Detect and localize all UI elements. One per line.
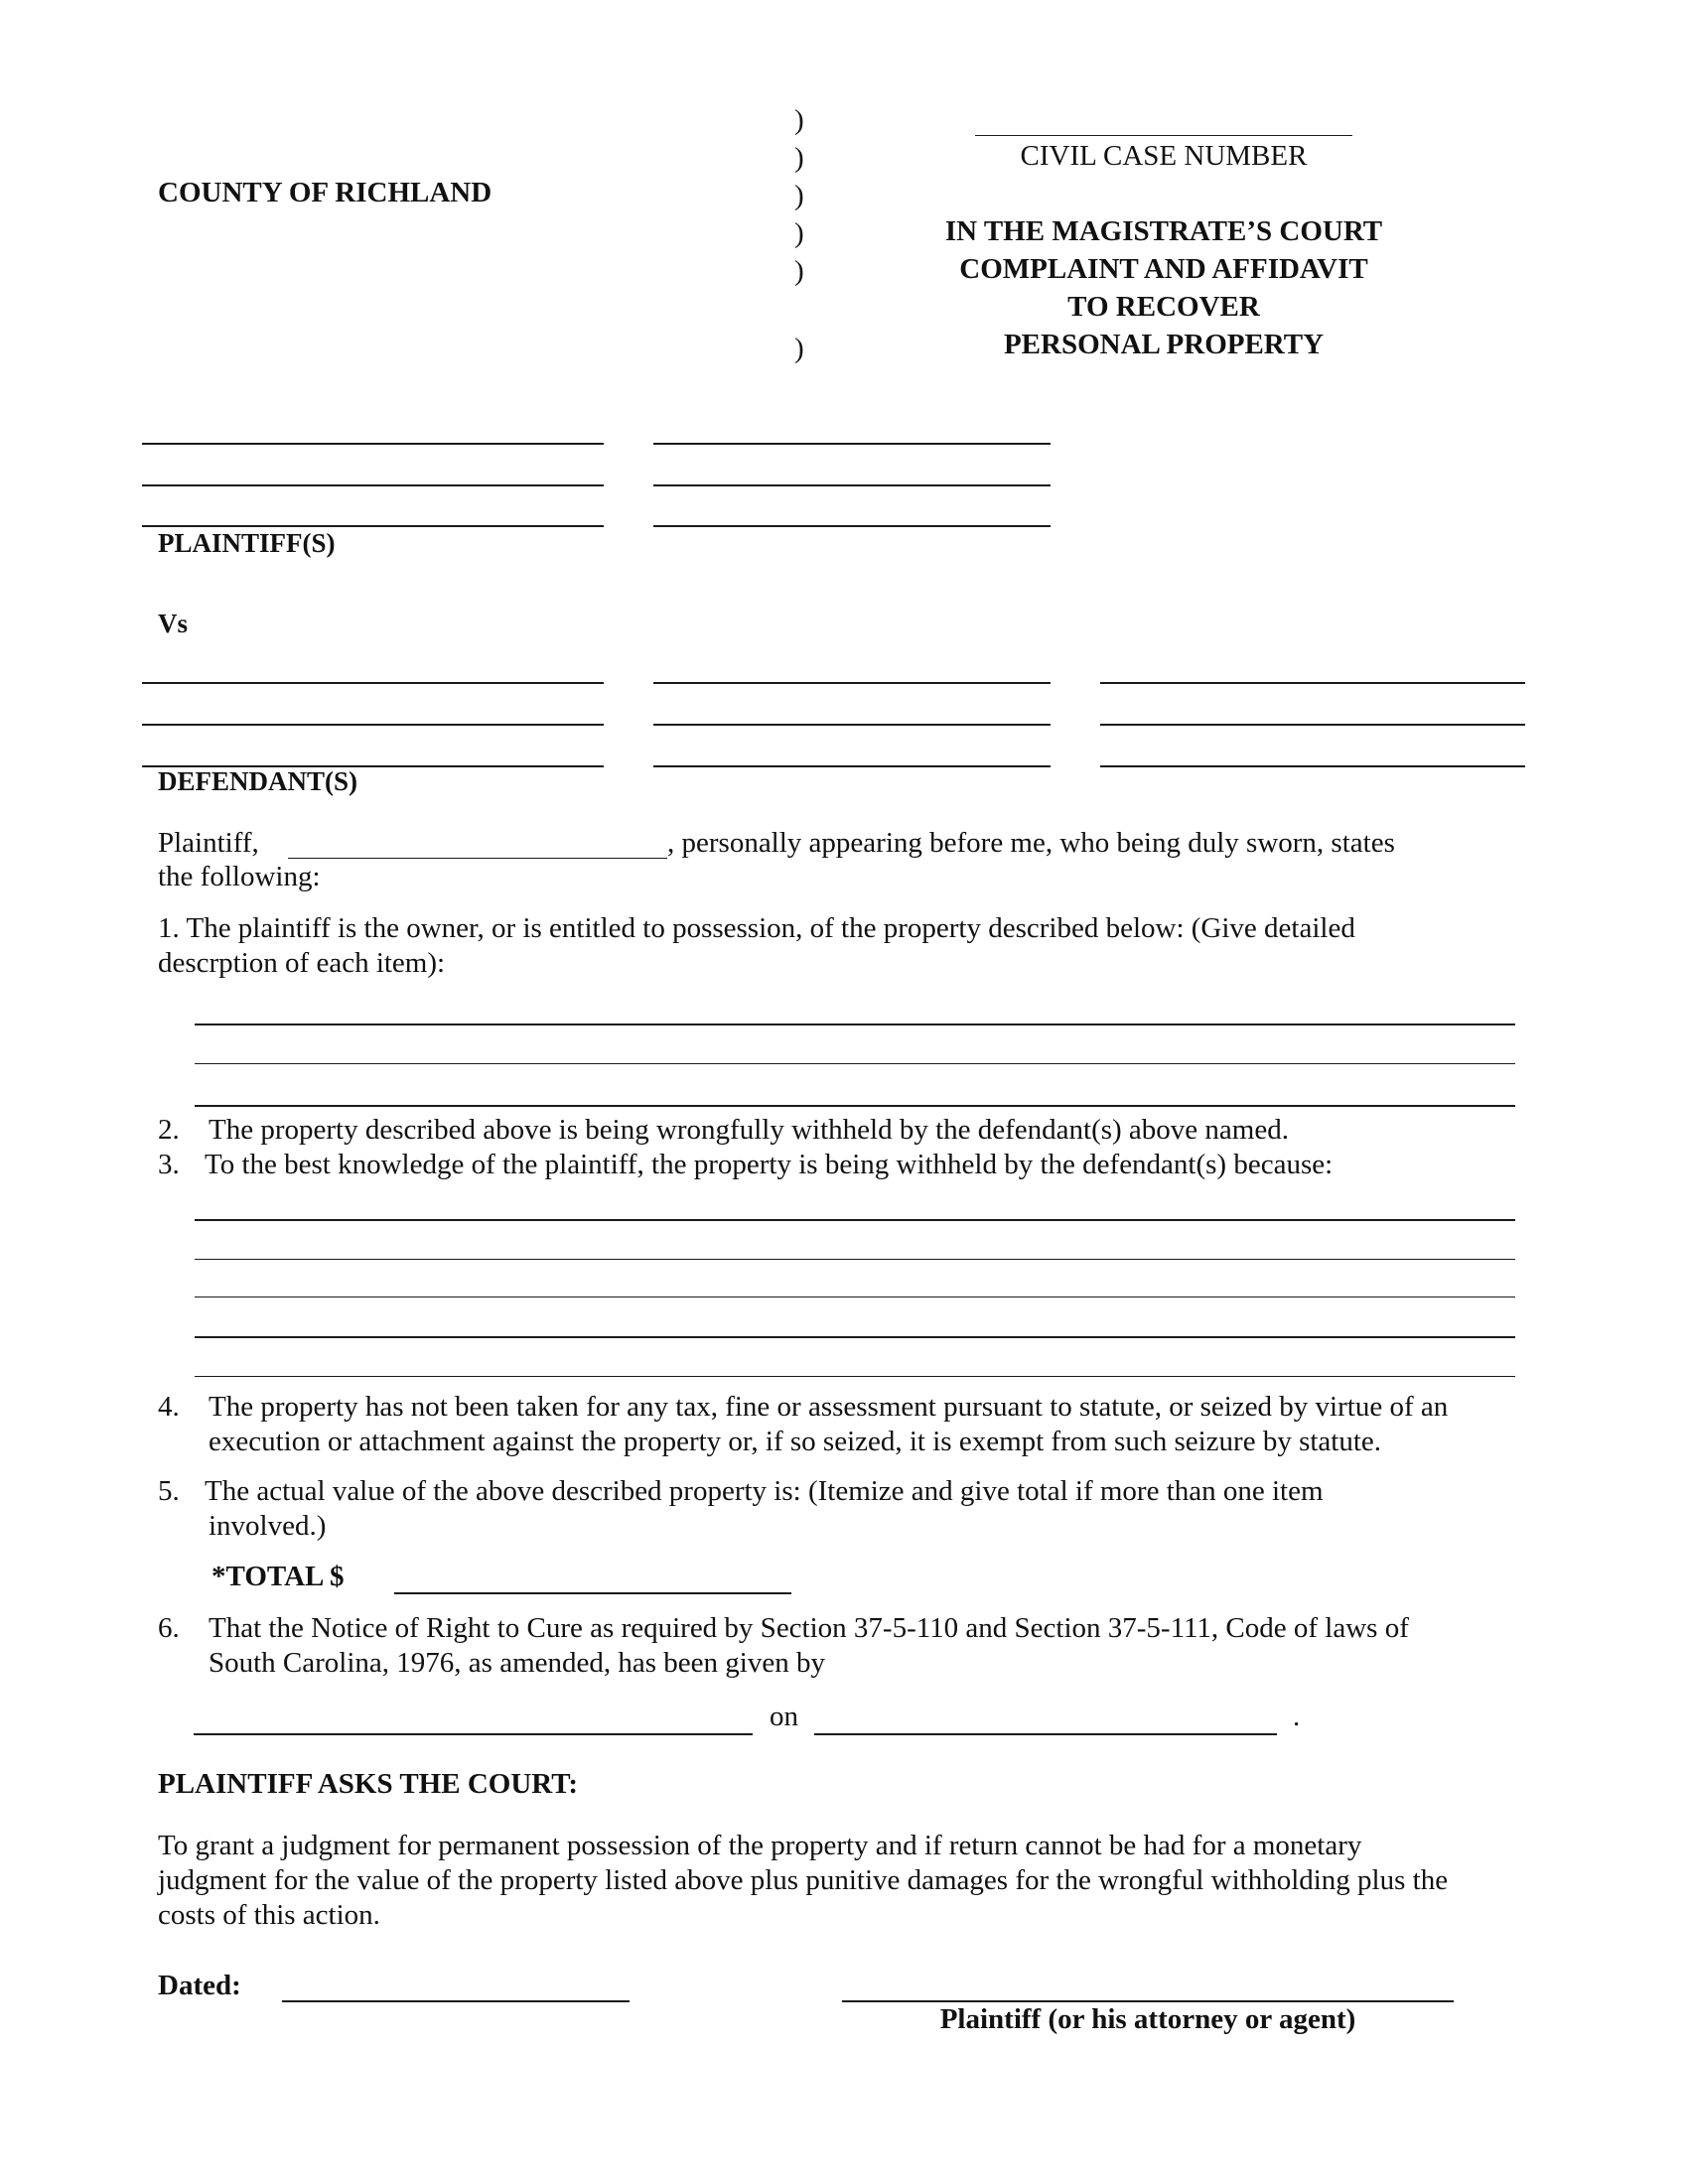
period: . — [1293, 1701, 1301, 1732]
form-title-line1: COMPLAINT AND AFFIDAVIT — [959, 253, 1368, 285]
paren: ) — [794, 217, 804, 249]
defendant-address-field[interactable] — [653, 724, 1051, 726]
total-label: *TOTAL $ — [211, 1561, 345, 1592]
plaintiff-address-field[interactable] — [653, 484, 1051, 486]
defendant-extra-field[interactable] — [1100, 682, 1525, 684]
dated-label: Dated: — [158, 1970, 241, 2001]
on-label: on — [770, 1701, 798, 1732]
intro-prefix: Plaintiff, — [158, 827, 259, 859]
item3-number: 3. — [158, 1149, 180, 1180]
item6-text: South Carolina, 1976, as amended, has been given by — [209, 1647, 825, 1679]
request-text: To grant a judgment for permanent possession of the property and if return cannot be had for a monetary — [158, 1830, 1362, 1861]
request-heading: PLAINTIFF ASKS THE COURT: — [158, 1768, 579, 1800]
plaintiff-name-field[interactable] — [142, 443, 604, 445]
item1-text: 1. The plaintiff is the owner, or is entitled to possession, of the property described below: (Give detailed — [158, 912, 1355, 944]
case-number-field[interactable] — [975, 135, 1352, 136]
paren: ) — [794, 142, 804, 174]
case-number-label: CIVIL CASE NUMBER — [1020, 140, 1308, 172]
request-text: judgment for the value of the property listed above plus punitive damages for the wrongful withholding plus the — [158, 1864, 1449, 1896]
item5-number: 5. — [158, 1475, 180, 1507]
signature-label: Plaintiff (or his attorney or agent) — [939, 2003, 1356, 2035]
paren: ) — [794, 333, 804, 364]
total-amount-field[interactable] — [394, 1592, 791, 1594]
versus-label: Vs — [158, 609, 189, 638]
item4-number: 4. — [158, 1391, 180, 1423]
intro-suffix: , personally appearing before me, who being duly sworn, states — [667, 827, 1395, 859]
request-text: costs of this action. — [158, 1899, 380, 1931]
property-description-field[interactable] — [195, 1063, 1515, 1064]
property-description-field[interactable] — [195, 1024, 1515, 1025]
county-name: COUNTY OF RICHLAND — [158, 177, 492, 208]
item4-text: The property has not been taken for any tax, fine or assessment pursuant to statute, or seized by virtue of an — [209, 1391, 1449, 1423]
property-description-field[interactable] — [195, 1105, 1515, 1107]
court-name: IN THE MAGISTRATE’S COURT — [944, 215, 1383, 247]
notice-date-field[interactable] — [814, 1733, 1277, 1735]
item2-text: The property described above is being wrongfully withheld by the defendant(s) above named. — [209, 1114, 1289, 1146]
withholding-reason-field[interactable] — [195, 1376, 1515, 1377]
paren: ) — [794, 180, 804, 211]
withholding-reason-field[interactable] — [195, 1336, 1515, 1338]
defendant-extra-field[interactable] — [1100, 724, 1525, 726]
withholding-reason-field[interactable] — [195, 1259, 1515, 1260]
form-title-line3: PERSONAL PROPERTY — [1003, 329, 1325, 360]
defendant-address-field[interactable] — [653, 765, 1051, 767]
notice-given-by-field[interactable] — [194, 1733, 753, 1735]
item6-text: That the Notice of Right to Cure as required by Section 37-5-110 and Section 37-5-111, Code of laws of — [209, 1612, 1409, 1644]
plaintiff-address-field[interactable] — [653, 525, 1051, 527]
item3-text: To the best knowledge of the plaintiff, the property is being withheld by the defendant(s) because: — [205, 1149, 1334, 1180]
item1-text: descrption of each item): — [158, 947, 446, 979]
paren: ) — [794, 104, 804, 136]
item5-text: The actual value of the above described property is: (Itemize and give total if more than one item — [205, 1475, 1324, 1507]
form-title-line2: TO RECOVER — [1067, 291, 1260, 323]
item5-text: involved.) — [209, 1510, 327, 1542]
date-field[interactable] — [282, 2000, 630, 2002]
plaintiff-label: PLAINTIFF(S) — [158, 528, 336, 558]
defendant-extra-field[interactable] — [1100, 765, 1525, 767]
affiant-name-field[interactable] — [288, 858, 667, 859]
defendant-label: DEFENDANT(S) — [158, 766, 358, 796]
item6-number: 6. — [158, 1612, 180, 1644]
item4-text: execution or attachment against the property or, if so seized, it is exempt from such seizure by statute. — [209, 1426, 1382, 1457]
defendant-name-field[interactable] — [142, 724, 604, 726]
plaintiff-name-field[interactable] — [142, 484, 604, 486]
plaintiff-address-field[interactable] — [653, 443, 1051, 445]
defendant-address-field[interactable] — [653, 682, 1051, 684]
paren: ) — [794, 255, 804, 287]
defendant-name-field[interactable] — [142, 682, 604, 684]
intro-line2: the following: — [158, 861, 321, 892]
item2-number: 2. — [158, 1114, 180, 1146]
withholding-reason-field[interactable] — [195, 1219, 1515, 1221]
